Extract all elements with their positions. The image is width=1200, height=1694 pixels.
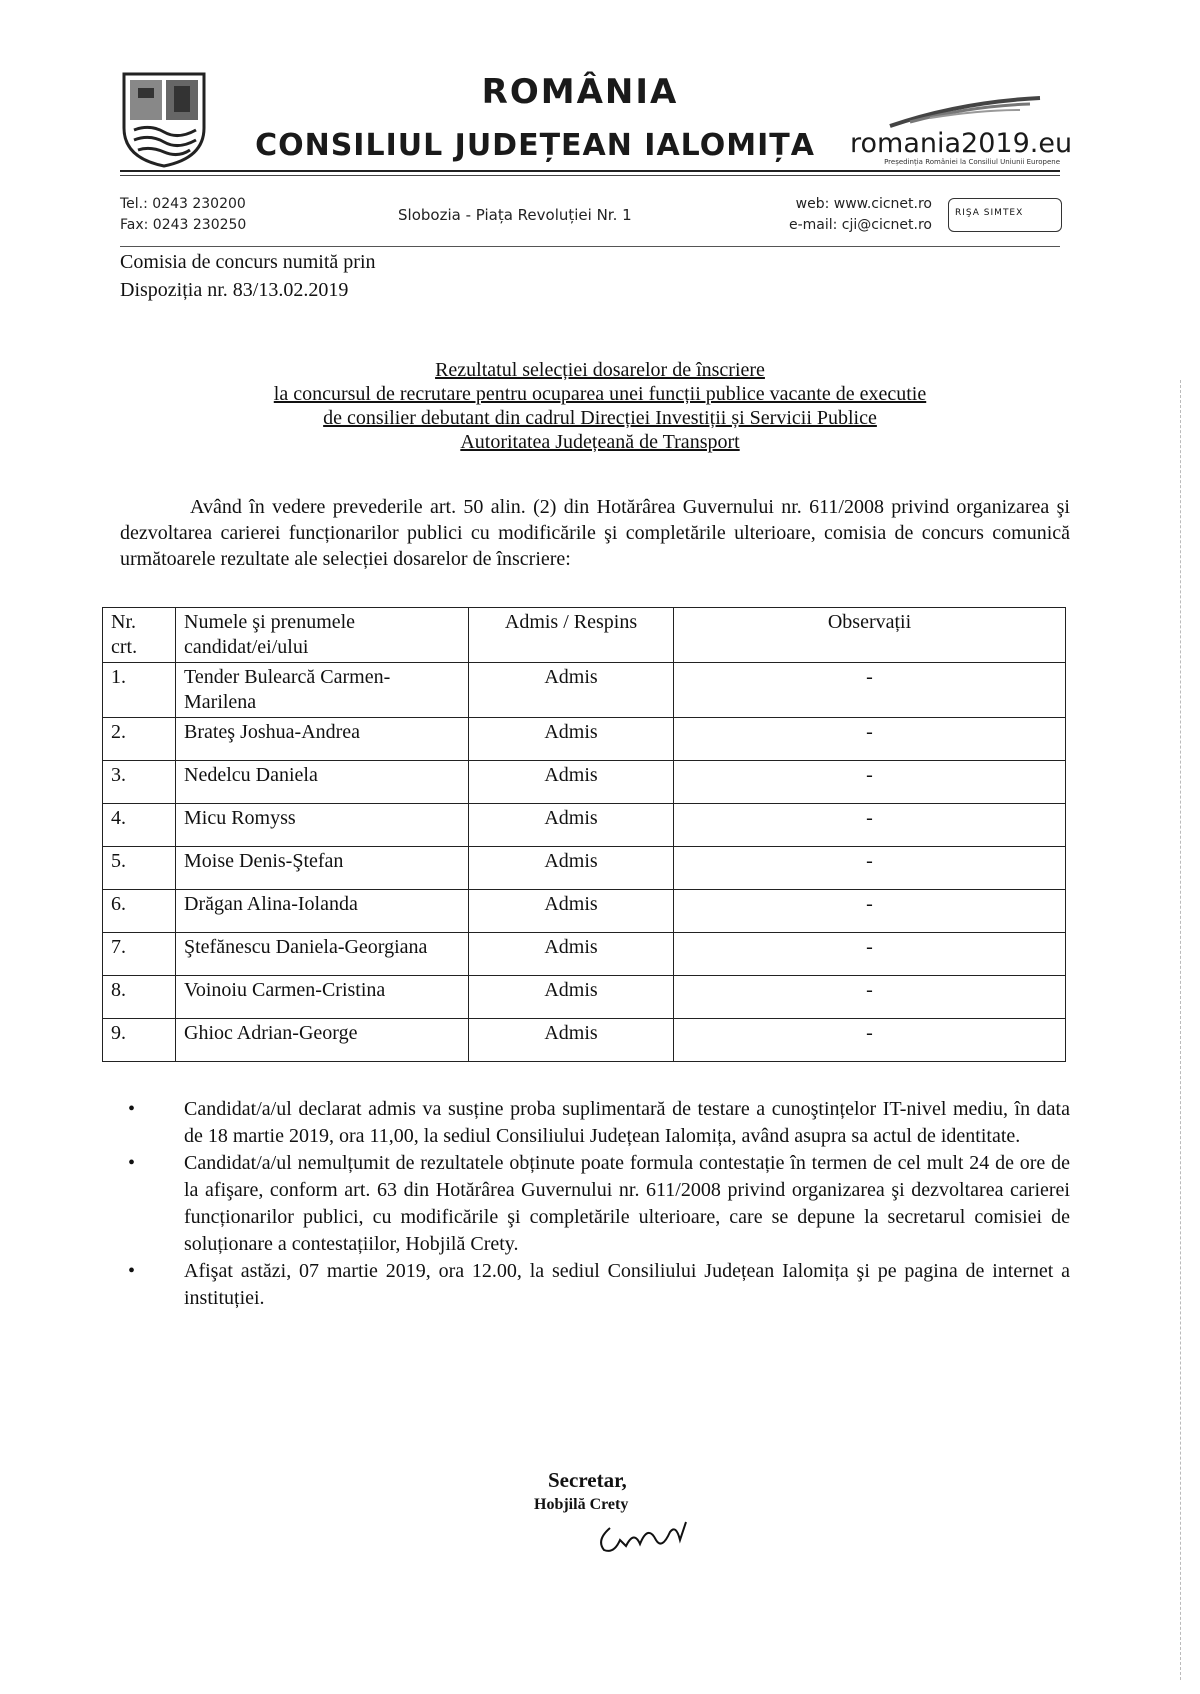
bullet-icon: • [128, 1260, 136, 1282]
cell-nr: 6. [103, 890, 176, 933]
cell-status: Admis [469, 718, 674, 761]
list-item [120, 1096, 1070, 1150]
table-row [103, 847, 1066, 890]
cell-name: Moise Denis-Ştefan [176, 847, 469, 890]
cell-name: Micu Romyss [176, 804, 469, 847]
col-header-nr: Nr. crt. [103, 608, 176, 663]
table-row [103, 1019, 1066, 1062]
contact-web-email [720, 194, 932, 236]
note-text: Afişat astăzi, 07 martie 2019, ora 12.00, la sediul Consiliului Județean Ialomița şi pe pagina de internet a instituției. [184, 1260, 1070, 1309]
certification-label: RIŞA SIMTEX [955, 208, 1024, 218]
note-text: Candidat/a/ul declarat admis va susține proba suplimentară de testare a cunoştințelor IT-nivel mediu, în data de 18 martie 2019, ora 11,00, la sediul Consiliului Județean Ialomița, având asupra sa actul de identitate. [184, 1098, 1070, 1147]
signature-role: Secretar, [548, 1468, 627, 1492]
table-header-row [103, 608, 1066, 663]
table-row [103, 933, 1066, 976]
table-row [103, 761, 1066, 804]
notes-list [120, 1096, 1070, 1312]
note-text: Candidat/a/ul nemulțumit de rezultatele obținute poate formula contestație în termen de cel mult 24 de ore de la afişare, conform art. 63 din Hotărârea Guvernului nr. 611/2008 privind organizarea şi dezvoltarea carierei funcționarilor publici, cu modificările şi completările ulterioare, care se depune la secretarul comisiei de soluționare a contestațiilor, Hobjilă Crety. [184, 1152, 1070, 1255]
table-row [103, 890, 1066, 933]
romania2019-tagline: Președinția României la Consiliul Uniunii Europene [884, 158, 1060, 166]
list-item [120, 1150, 1070, 1258]
col-header-name: Numele şi prenumele candidat/ei/ului [176, 608, 469, 663]
document-title [150, 358, 1050, 454]
romania2019-swoosh-icon [880, 92, 1050, 132]
cell-name: Drăgan Alina-Iolanda [176, 890, 469, 933]
cell-nr: 1. [103, 663, 176, 718]
cell-status: Admis [469, 933, 674, 976]
handwritten-signature-icon [590, 1510, 700, 1556]
county-coat-of-arms-icon [120, 70, 208, 170]
cell-name: Brateş Joshua-Andrea [176, 718, 469, 761]
table-row [103, 663, 1066, 718]
commission-line-1: Comisia de concurs numită prin [120, 251, 376, 273]
cell-nr: 4. [103, 804, 176, 847]
cell-observations: - [674, 718, 1066, 761]
cell-status: Admis [469, 804, 674, 847]
cell-status: Admis [469, 1019, 674, 1062]
table-row [103, 976, 1066, 1019]
cell-nr: 2. [103, 718, 176, 761]
cell-status: Admis [469, 761, 674, 804]
cell-status: Admis [469, 976, 674, 1019]
cell-nr: 3. [103, 761, 176, 804]
title-line-2: la concursul de recrutare pentru ocuparea unei funcții publice vacante de executie [273, 383, 927, 405]
cell-observations: - [674, 976, 1066, 1019]
col-header-status: Admis / Respins [469, 608, 674, 663]
cell-name: Nedelcu Daniela [176, 761, 469, 804]
intro-paragraph [120, 494, 1070, 572]
header-country: ROMÂNIA [481, 72, 679, 112]
cell-nr: 7. [103, 933, 176, 976]
contact-fax: Fax: 0243 230250 [120, 217, 247, 233]
cell-nr: 9. [103, 1019, 176, 1062]
cell-status: Admis [469, 663, 674, 718]
cell-name: Tender Bulearcă Carmen-Marilena [176, 663, 469, 718]
cell-observations: - [674, 804, 1066, 847]
col-header-observations: Observații [674, 608, 1066, 663]
cell-nr: 5. [103, 847, 176, 890]
table-row [103, 718, 1066, 761]
cell-nr: 8. [103, 976, 176, 1019]
cell-observations: - [674, 847, 1066, 890]
table-row [103, 804, 1066, 847]
contact-address: Slobozia - Piața Revoluției Nr. 1 [398, 206, 632, 224]
bullet-icon: • [128, 1098, 136, 1120]
contact-phone-fax [120, 194, 246, 236]
cell-status: Admis [469, 890, 674, 933]
cell-observations: - [674, 1019, 1066, 1062]
cell-observations: - [674, 761, 1066, 804]
scan-margin-artifact [1180, 380, 1181, 1680]
cell-observations: - [674, 890, 1066, 933]
commission-line-2: Dispoziția nr. 83/13.02.2019 [120, 279, 349, 301]
contact-email: e-mail: cji@cicnet.ro [788, 217, 932, 233]
intro-text: Având în vedere prevederile art. 50 alin. (2) din Hotărârea Guvernului nr. 611/2008 privind organizarea şi dezvoltarea carierei funcționarilor publici cu modificările şi completările ulterioare, comisia de concurs comunică următoarele rezultate ale selecției dosarelor de înscriere: [120, 496, 1070, 570]
contact-tel: Tel.: 0243 230200 [120, 196, 246, 212]
contact-web: web: www.cicnet.ro [795, 196, 932, 212]
contact-divider [120, 246, 1060, 247]
cell-name: Voinoiu Carmen-Cristina [176, 976, 469, 1019]
header-divider-thin [120, 175, 1060, 176]
header-divider [120, 170, 1060, 172]
cell-status: Admis [469, 847, 674, 890]
list-item [120, 1258, 1070, 1312]
bullet-icon: • [128, 1152, 136, 1174]
cell-name: Ştefănescu Daniela-Georgiana [176, 933, 469, 976]
commission-reference [120, 248, 376, 304]
romania2019-logo: romania2019.eu [850, 128, 1073, 159]
title-line-4: Autoritatea Județeană de Transport [460, 431, 740, 453]
cell-observations: - [674, 933, 1066, 976]
header-council-name: CONSILIUL JUDEȚEAN IALOMIȚA [255, 128, 815, 163]
signature-name: Hobjilă Crety [534, 1496, 629, 1513]
cell-name: Ghioc Adrian-George [176, 1019, 469, 1062]
title-line-3: de consilier debutant din cadrul Direcției Investiții și Servicii Publice [323, 407, 877, 429]
cell-observations: - [674, 663, 1066, 718]
certification-badge [948, 198, 1062, 232]
title-line-1: Rezultatul selecției dosarelor de înscriere [435, 359, 765, 381]
results-table [102, 607, 1066, 1062]
